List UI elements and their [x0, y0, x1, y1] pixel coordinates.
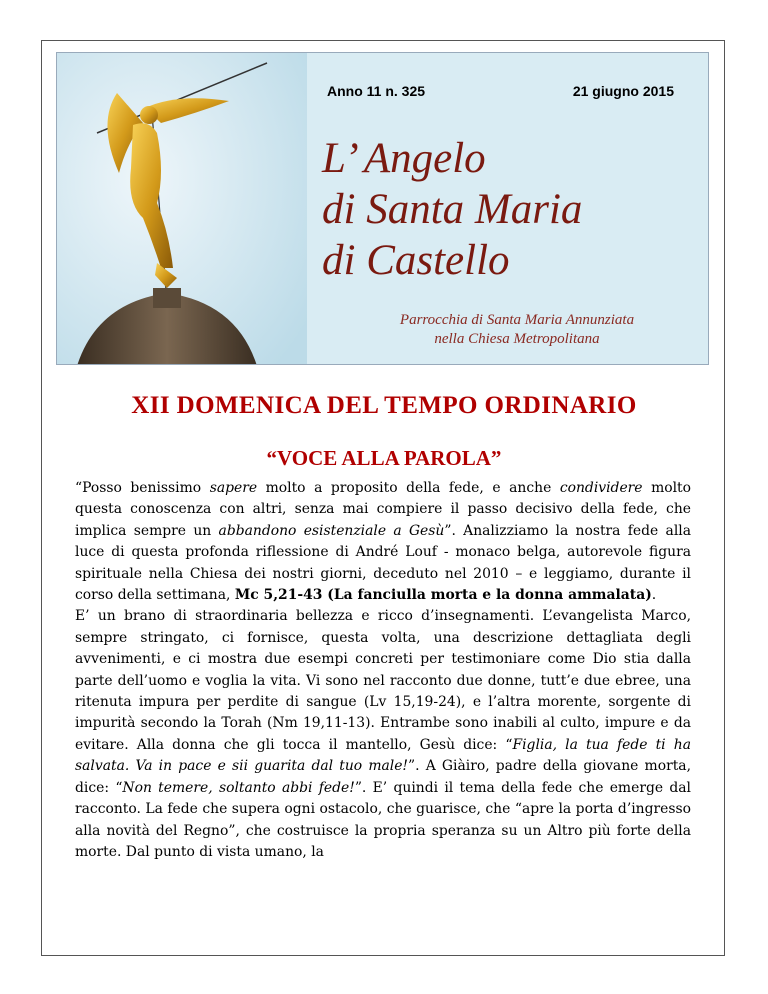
section-heading: “VOCE ALLA PAROLA”	[266, 446, 502, 470]
article-body	[75, 478, 691, 863]
issue-date: 21 giugno 2015	[572, 83, 674, 99]
newsletter-title	[322, 133, 582, 286]
angel-statue-image	[57, 53, 307, 365]
sunday-heading: XII DOMENICA DEL TEMPO ORDINARIO	[131, 392, 637, 419]
issue-number: Anno 11 n. 325	[327, 83, 426, 99]
parish-line: Parrocchia di Santa Maria Annunziata	[399, 312, 635, 328]
masthead	[56, 52, 709, 365]
parish-subtitle	[347, 311, 687, 349]
title-line: L’ Angelo	[322, 135, 486, 182]
paragraph: E’ un brano di straordinaria bellezza e ricco d’insegnamenti. L’evangelista Marco, sempre stringato, ci fornisce, questa volta, una descrizione dettagliata degli avvenimenti, e ci mostra due esempi concreti per testimoniare come Dio stia dalla parte dell’uomo e voglia la vita. Vi sono nel racconto due donne, tutt’e due ebree, una ritenuta impura per perdite di sangue (Lv 15,19-24), e l’altra morente, sorgente di impurità secondo la Torah (Nm 19,11-13). Entrambe sono inabili al culto, impure e da evitare. Alla donna che gli tocca il mantello, Gesù dice: “Figlia, la tua fede ti ha salvata. Va in pace e sii guarita dal tuo male!”. A Giàiro, padre della giovane morta, dice: “Non temere, soltanto abbi fede!”. E’ quindi il tema della fede che emerge dal racconto. La fede che supera ogni ostacolo, che guarisce, che “apre la porta d’ingresso alla novità del Regno”, che costruisce la propria speranza su un Altro più forte della morte. Dal punto di vista umano, la	[75, 608, 691, 860]
paragraph: “Posso benissimo sapere molto a proposito della fede, e anche condividere molto questa conoscenza con altri, senza mai compiere il passo decisivo della fede, che implica sempre un abbandono esistenziale a Gesù”. Analizziamo la nostra fede alla luce di questa profonda riflessione di André Louf - monaco belga, autorevole figura spirituale nella Chiesa dei nostri giorni, deceduto nel 2010 – e leggiamo, durante il corso della settimana, Mc 5,21-43 (La fanciulla morta e la donna ammalata).	[75, 480, 691, 604]
title-line: di Santa Maria	[322, 186, 583, 233]
title-line: di Castello	[322, 237, 510, 284]
parish-line: nella Chiesa Metropolitana	[434, 331, 600, 347]
